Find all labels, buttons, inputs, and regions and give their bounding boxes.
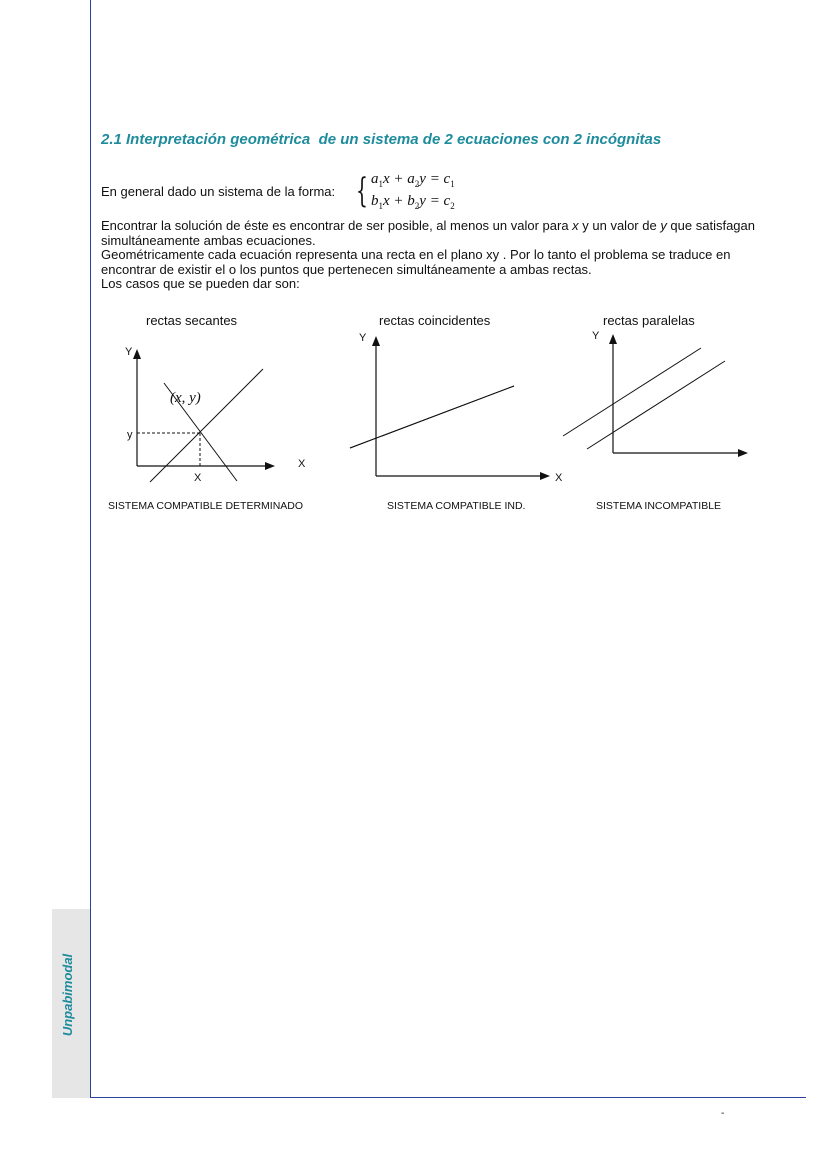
section-title: 2.1 Interpretación geométrica de un sistema de 2 ecuaciones con 2 incógnitas [101, 131, 662, 148]
x-axis-label: X [555, 472, 563, 484]
graph-secantes-caption: SISTEMA COMPATIBLE DETERMINADO [108, 500, 304, 512]
parallel-line-2 [587, 361, 725, 449]
paragraph-line-3: Los casos que se pueden dar son: [101, 276, 300, 292]
coincident-line-2 [350, 386, 514, 448]
graph-coincidentes-caption: SISTEMA COMPATIBLE IND. [387, 500, 526, 512]
graph-secantes [100, 335, 320, 495]
equation-2: $b_1x + b_2y = c_2$ [371, 193, 455, 211]
paragraph-line-1: Encontrar la solución de éste es encontrar de ser posible, al menos un valor para x y un valor de y que satisfagan simultáneamente ambas ecuaciones. [101, 218, 755, 248]
x-tick-label: X [194, 472, 202, 484]
graph-coincidentes [340, 325, 580, 490]
sidebar-label: Unpabimodal [60, 953, 75, 1037]
graph-paralelas-title: rectas paralelas [603, 313, 695, 328]
margin-line-horizontal [90, 1097, 806, 1098]
y-axis-label: Y [359, 332, 367, 344]
graph-paralelas-caption: SISTEMA INCOMPATIBLE [596, 500, 722, 512]
graph-coincidentes-title: rectas coincidentes [379, 313, 491, 328]
y-axis-label: Y [125, 346, 133, 358]
x-axis-arrow [265, 462, 275, 470]
sidebar-tab [52, 909, 90, 1098]
y-tick-label: y [127, 429, 133, 441]
graph-secantes-title: rectas secantes [146, 313, 238, 328]
equation-1: $a_1x + a_2y = c_1$ [371, 171, 455, 189]
x-axis-label: X [298, 458, 306, 470]
x-axis-arrow [540, 472, 550, 480]
line-a [150, 369, 263, 482]
x-axis-arrow [738, 449, 748, 457]
system-brace: { [356, 171, 368, 211]
graph-paralelas [555, 325, 755, 465]
margin-line-vertical [90, 0, 91, 1098]
intersection-label: (x, y) [170, 390, 201, 406]
y-axis-arrow [133, 349, 141, 359]
body-paragraph [101, 219, 761, 292]
y-axis-arrow [609, 334, 617, 344]
y-axis-label: Y [592, 330, 600, 342]
y-axis-arrow [372, 336, 380, 346]
parallel-line-1 [563, 348, 701, 436]
footer-mark: - [721, 1108, 725, 1119]
paragraph-line-2: Geométricamente cada ecuación representa una recta en el plano xy . Por lo tanto el problema se traduce en encontrar de existir el o los puntos que pertenecen simultáneamente a ambas rectas. [101, 247, 731, 277]
intro-text: En general dado un sistema de la forma: [101, 184, 336, 199]
